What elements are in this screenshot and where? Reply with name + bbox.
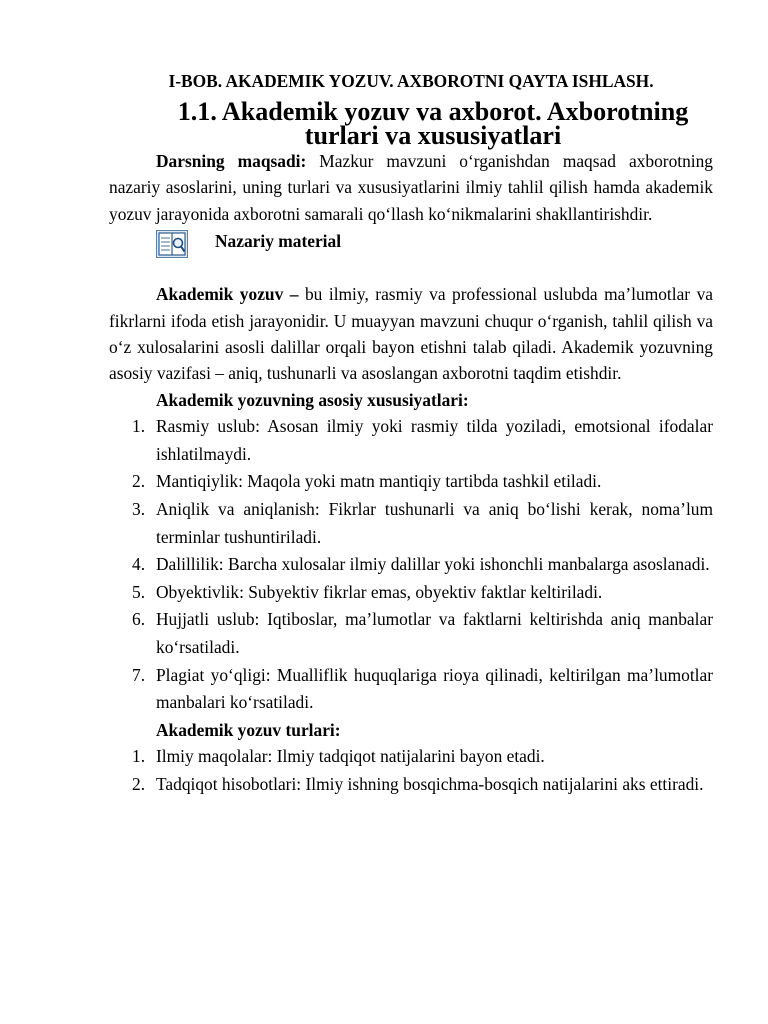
features-heading: Akademik yozuvning asosiy xususiyatlari: (156, 389, 469, 410)
lesson-goal-label: Darsning maqsadi: (156, 151, 307, 171)
list-item-text: Obyektivlik: Subyektiv fikrlar emas, obyektiv faktlar keltiriladi. (156, 581, 603, 602)
list-item-number: 6. (132, 609, 146, 630)
theory-material-label: Nazariy material (215, 231, 342, 252)
types-list (109, 743, 713, 798)
list-item (109, 413, 713, 468)
list-item (109, 551, 713, 579)
list-item-text: Mantiqiylik: Maqola yoki matn mantiqiy tartibda tashkil etiladi. (156, 471, 602, 492)
list-item-text: Dalillilik: Barcha xulosalar ilmiy dalillar yoki ishonchli manbalarga asoslanadi. (156, 554, 710, 575)
features-list (109, 413, 713, 717)
list-item (109, 468, 713, 496)
book-search-icon (156, 230, 188, 258)
document-page (109, 62, 713, 798)
theory-material-heading (156, 227, 713, 261)
list-item-number: 5. (132, 581, 146, 602)
list-item-text: Hujjatli uslub: Iqtiboslar, ma’lumotlar va faktlarni keltirishda aniq manbalar ko‘rsatiladi. (156, 609, 713, 657)
list-item-number: 1. (132, 746, 146, 767)
section-title: 1.1. Akademik yozuv va axborot. Axborotning turlari va xususiyatlari (177, 97, 689, 150)
blank-line (109, 261, 713, 281)
list-item-number: 4. (132, 554, 146, 575)
list-item (109, 606, 713, 661)
list-item-text: Rasmiy uslub: Asosan ilmiy yoki rasmiy tilda yoziladi, emotsional ifodalar ishlatilmaydi. (156, 416, 713, 464)
lesson-goal-paragraph (109, 148, 713, 227)
list-item-number: 7. (132, 664, 146, 685)
list-item-text: Plagiat yo‘qligi: Mualliflik huquqlariga rioya qilinadi, keltirilgan ma’lumotlar manbalari ko‘rsatiladi. (156, 664, 713, 713)
list-item-number: 2. (132, 471, 146, 492)
list-item-text: Aniqlik va aniqlanish: Fikrlar tushunarli va aniq bo‘lishi kerak, noma’lum terminlar tushuntiriladi. (156, 499, 713, 547)
definition-paragraph (109, 281, 713, 387)
lesson-goal-text: Mazkur mavzuni o‘rganishdan maqsad axborotning nazariy asoslarini, uning turlari va xususiyatlarini ilmiy tahlil qilish hamda akademik yozuv jarayonida axborotni samarali qo‘llash ko‘nikmalarini shakllantirishdir. (109, 151, 714, 224)
list-item (109, 496, 713, 551)
list-item-number: 2. (132, 773, 146, 794)
list-item (109, 771, 713, 799)
list-item (109, 662, 713, 717)
list-item-number: 3. (132, 499, 146, 520)
definition-text: bu ilmiy, rasmiy va professional uslubda ma’lumotlar va fikrlarni ifoda etish jarayonidir. U muayyan mavzuni chuqur o‘rganish, tahlil qilish va o‘z xulosalarini asosli dalillar orqali bayon etishni talab qiladi. Akademik yozuvning asosiy vazifasi – aniq, tushunarli va asoslangan axborotni taqdim etishdir. (109, 284, 713, 384)
definition-term: Akademik yozuv – (156, 284, 299, 305)
list-item-text: Tadqiqot hisobotlari: Ilmiy ishning bosqichma-bosqich natijalarini aks ettiradi. (156, 773, 704, 794)
types-heading: Akademik yozuv turlari: (156, 719, 341, 740)
list-item (109, 579, 713, 607)
list-item (109, 743, 713, 771)
chapter-title: I-BOB. AKADEMIK YOZUV. AXBOROTNI QAYTA ISHLASH. (168, 71, 654, 91)
list-item-number: 1. (132, 416, 146, 437)
list-item-text: Ilmiy maqolalar: Ilmiy tadqiqot natijalarini bayon etadi. (156, 746, 545, 767)
